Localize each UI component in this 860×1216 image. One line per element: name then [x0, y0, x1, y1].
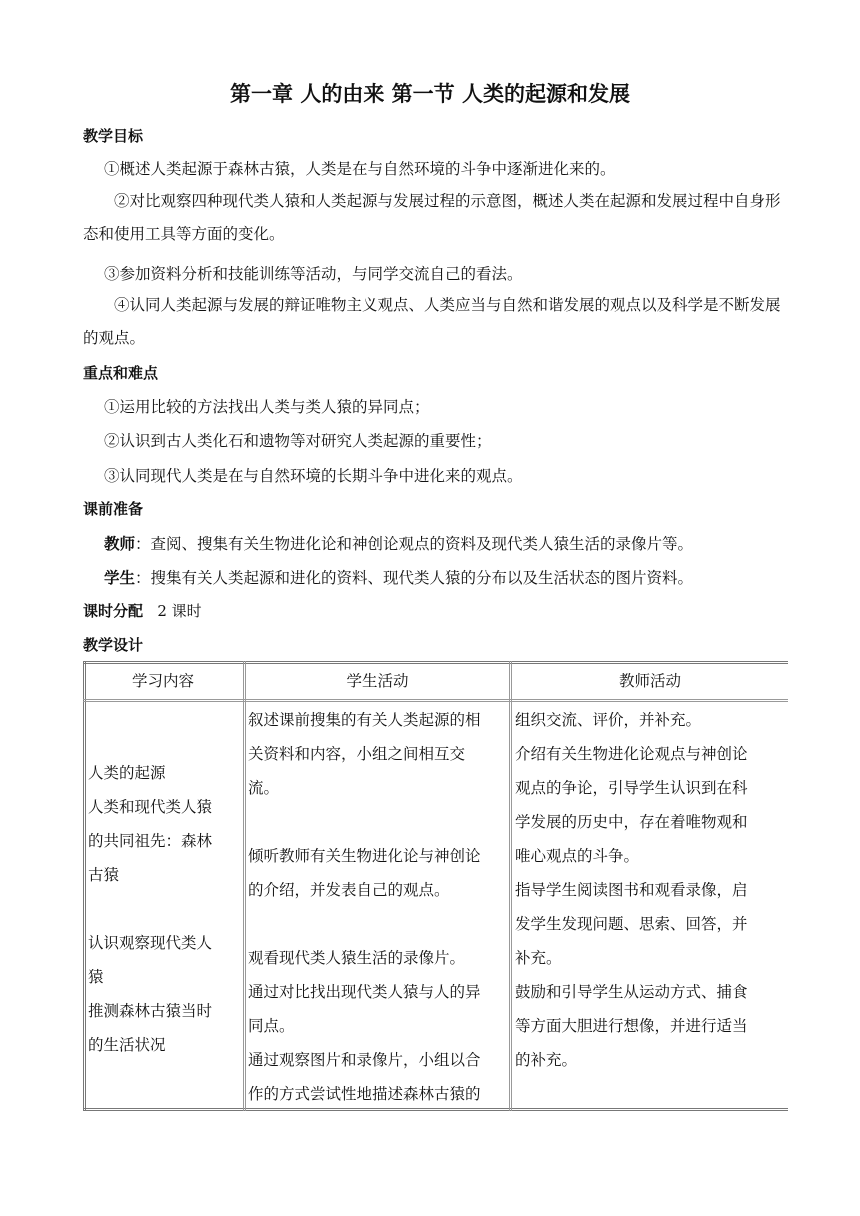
content-line: 人类和现代类人猿	[88, 798, 213, 816]
teacher-activity-line: 补充。	[515, 949, 562, 967]
column-header-teacher: 教师活动	[618, 672, 681, 690]
class-hours	[83, 600, 202, 621]
key-points-heading: 重点和难点	[83, 364, 159, 382]
objective-item-4: ④认同人类起源与发展的辩证唯物主义观点、人类应当与自然和谐发展的观点以及科学是不断发展的观点。	[83, 296, 781, 347]
page-title: 第一章 人的由来 第一节 人类的起源和发展	[230, 81, 630, 106]
content-cell	[88, 756, 240, 1062]
student-activity-line	[248, 805, 506, 839]
teacher-preparation	[104, 532, 693, 554]
objective-item-1: ①概述人类起源于森林古猿，人类是在与自然环境的斗争中逐渐进化来的。	[104, 160, 616, 178]
preparation-heading: 课前准备	[83, 500, 144, 518]
teacher-activity-line: 组织交流、评价，并补充。	[515, 711, 702, 729]
content-line: 认识观察现代类人	[88, 934, 213, 952]
teacher-activity-line: 学发展的历史中，存在着唯物观和	[515, 813, 748, 831]
student-activity-cell	[248, 703, 506, 1111]
student-activity-line	[248, 907, 506, 941]
column-header-content: 学习内容	[131, 672, 194, 690]
design-heading: 教学设计	[83, 636, 144, 654]
content-line: 人类的起源	[88, 764, 166, 782]
teacher-activity-line: 指导学生阅读图书和观看录像，启	[515, 881, 748, 899]
student-activity-line: 流。	[248, 779, 280, 797]
table-column-divider	[509, 661, 512, 1111]
teacher-activity-line: 发学生发现问题、思索、回答，并	[515, 915, 748, 933]
content-line: 推测森林古猿当时	[88, 1002, 213, 1020]
teacher-activity-line: 等方面大胆进行想像，并进行适当	[515, 1017, 748, 1035]
teacher-activity-line: 的补充。	[515, 1051, 578, 1069]
table-border-left	[83, 661, 86, 1111]
content-line: 古猿	[88, 866, 120, 884]
objectives-heading: 教学目标	[83, 127, 144, 145]
key-point-item-2: ②认识到古人类化石和遗物等对研究人类起源的重要性；	[104, 432, 492, 450]
teacher-label: 教师	[104, 534, 136, 553]
teacher-activity-line: 观点的争论，引导学生认识到在科	[515, 779, 748, 797]
content-line: 的生活状况	[88, 1036, 166, 1054]
table-border-top	[83, 661, 788, 664]
content-line: 的共同祖先：森林	[88, 832, 213, 850]
column-header-student: 学生活动	[346, 672, 409, 690]
objective-item-3: ③参加资料分析和技能训练等活动，与同学交流自己的看法。	[104, 265, 523, 283]
teacher-text: ：查阅、搜集有关生物进化论和神创论观点的资料及现代类人猿生活的录像片等。	[135, 535, 694, 553]
student-activity-line: 的介绍，并发表自己的观点。	[248, 881, 450, 899]
teaching-design-table	[83, 661, 788, 1111]
content-line	[88, 892, 240, 926]
student-text: ：搜集有关人类起源和进化的资料、现代类人猿的分布以及生活状态的图片资料。	[135, 569, 694, 587]
student-activity-line: 通过观察图片和录像片，小组以合	[248, 1051, 481, 1069]
student-activity-line: 叙述课前搜集的有关人类起源的相	[248, 711, 481, 729]
student-activity-line: 观看现代类人猿生活的录像片。	[248, 949, 466, 967]
student-activity-line: 倾听教师有关生物进化论与神创论	[248, 847, 481, 865]
class-hours-value: 2 课时	[157, 602, 202, 620]
table-column-divider	[243, 661, 246, 1111]
student-activity-line: 关资料和内容，小组之间相互交	[248, 745, 466, 763]
teacher-activity-line: 介绍有关生物进化论观点与神创论	[515, 745, 748, 763]
class-hours-label: 课时分配	[83, 602, 144, 620]
teacher-activity-line: 唯心观点的斗争。	[515, 847, 640, 865]
student-activity-line: 通过对比找出现代类人猿与人的异	[248, 983, 481, 1001]
key-point-item-3: ③认同现代人类是在与自然环境的长期斗争中进化来的观点。	[104, 467, 523, 485]
student-activity-line: 同点。	[248, 1017, 295, 1035]
student-preparation	[104, 566, 693, 588]
teacher-activity-cell	[515, 703, 785, 1077]
objective-item-2: ②对比观察四种现代类人猿和人类起源与发展过程的示意图，概述人类在起源和发展过程中自身形态和使用工具等方面的变化。	[83, 192, 781, 243]
key-point-item-1: ①运用比较的方法找出人类与类人猿的异同点；	[104, 398, 430, 416]
table-header-divider	[83, 699, 788, 702]
content-line: 猿	[88, 968, 104, 986]
student-activity-line: 作的方式尝试性地描述森林古猿的	[248, 1085, 481, 1103]
student-label: 学生	[104, 568, 136, 587]
teacher-activity-line: 鼓励和引导学生从运动方式、捕食	[515, 983, 748, 1001]
